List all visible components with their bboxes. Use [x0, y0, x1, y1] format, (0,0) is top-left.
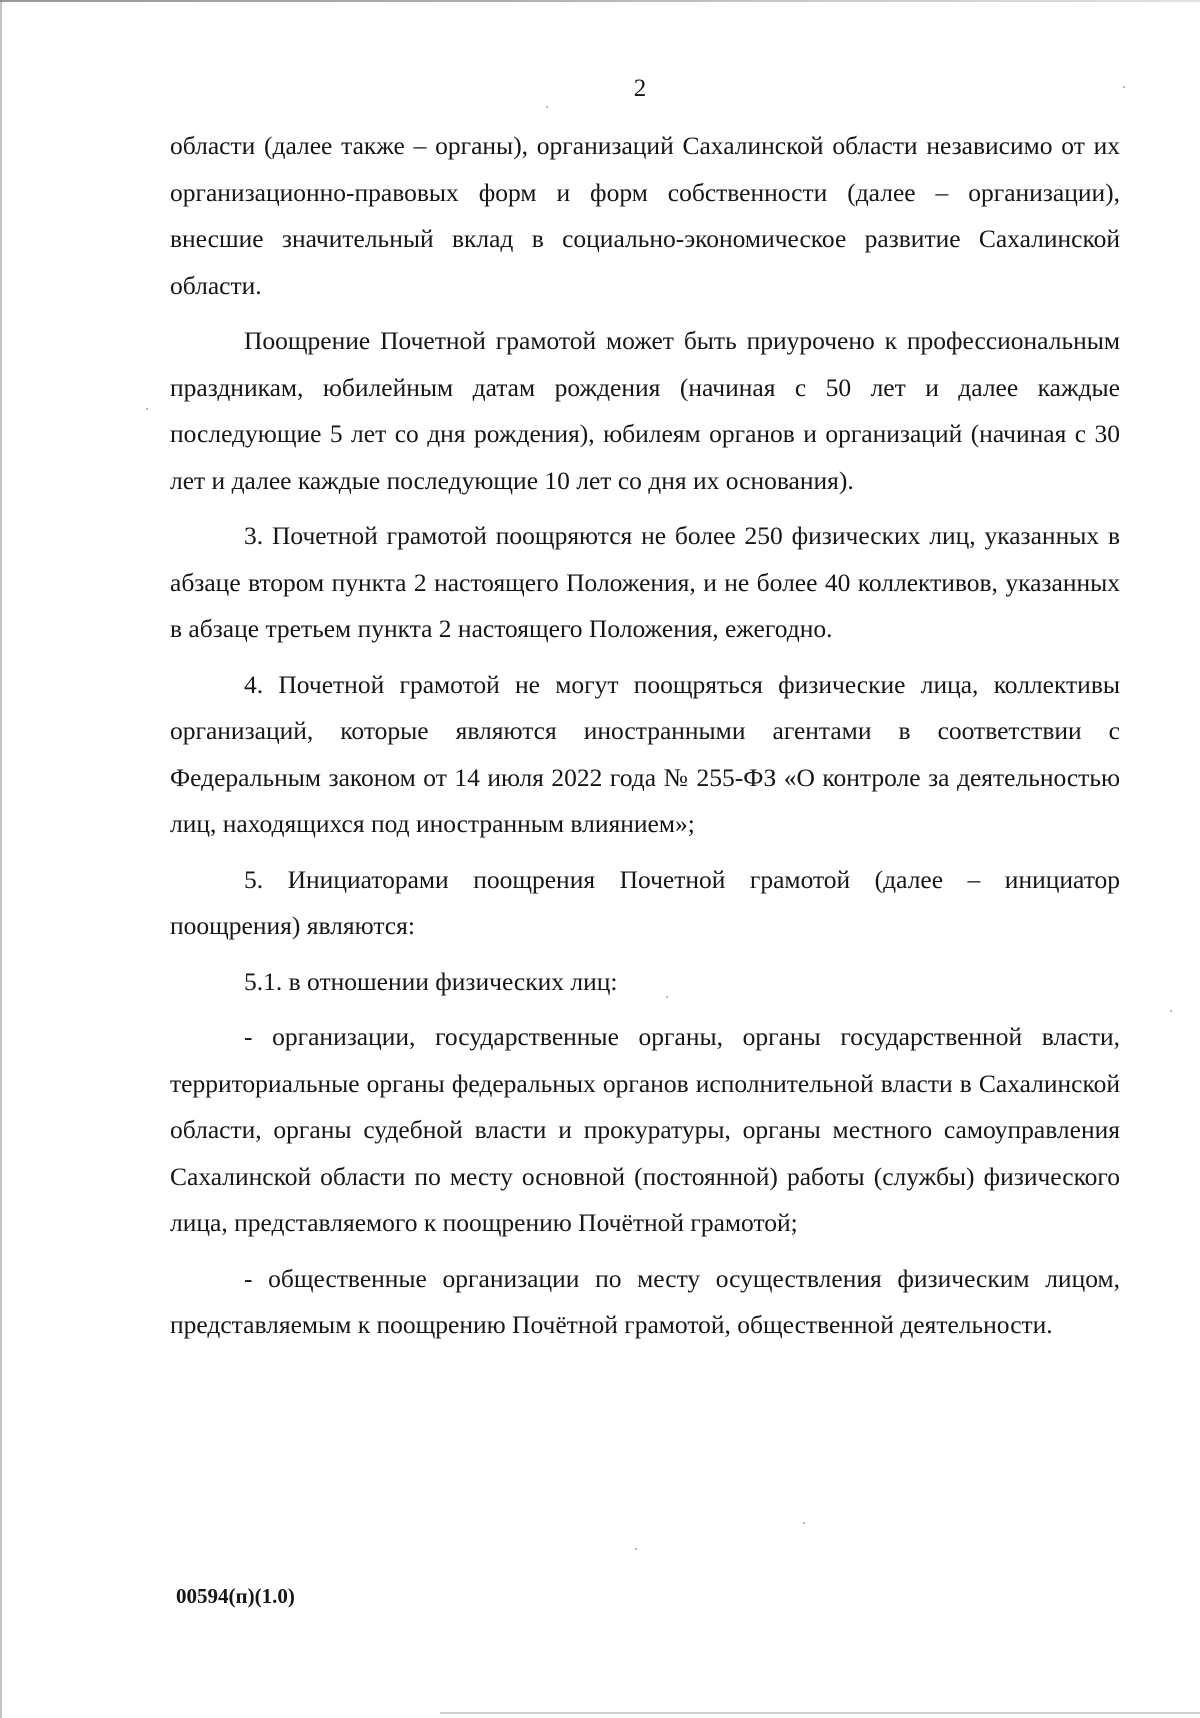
paragraph-item-5-1: 5.1. в отношении физических лиц: [244, 966, 618, 996]
scan-speck [803, 1522, 805, 1524]
document-body [170, 123, 1120, 1358]
paragraph-timing: Поощрение Почетной грамотой может быть приурочено к профессиональным праздникам, юбилейным датам рождения (начиная с 50 лет и далее каждые последующие 5 лет со дня рождения), юбилеям органов и организаций (начиная с 30 лет и далее каждые последующие 10 лет со дня их основания). [170, 326, 1120, 495]
page-number: 2 [633, 75, 647, 102]
paragraph-list-item-organizations: - организации, государственные органы, органы государственной власти, территориальные органы федеральных органов исполнительной власти в Сахалинской области, органы судебной власти и прокуратуры, органы местного самоуправления Сахалинской области по месту основной (постоянной) работы (службы) физического лица, представляемого к поощрению Почётной грамотой; [170, 1022, 1120, 1237]
paragraph-list-item-public-organizations: - общественные организации по месту осуществления физическим лицом, представляемым к поощрению Почётной грамотой, общественной деятельности. [170, 1263, 1120, 1339]
scan-speck [666, 996, 668, 998]
paragraph-item-4: 4. Почетной грамотой не могут поощряться физические лица, коллективы организаций, которые являются иностранными агентами в соответствии с Федеральным законом от 14 июля 2022 года № 255-ФЗ «О контроле за деятельностью лиц, находящихся под иностранным влиянием»; [170, 669, 1120, 838]
paragraph-item-3: 3. Почетной грамотой поощряются не более 250 физических лиц, указанных в абзаце втором пункта 2 настоящего Положения, и не более 40 коллективов, указанных в абзаце третьем пункта 2 настоящего Положения, ежегодно. [170, 521, 1120, 643]
scan-speck [546, 106, 548, 108]
scan-speck [1170, 1010, 1172, 1012]
scan-speck [146, 408, 148, 410]
scan-edge-bottom [440, 1712, 1200, 1714]
scan-edge-left [0, 0, 2, 1718]
paragraph-item-5: 5. Инициаторами поощрения Почетной грамотой (далее – инициатор поощрения) являются: [170, 864, 1120, 940]
scan-edge-top [0, 0, 1200, 2]
scan-speck [635, 1548, 637, 1550]
scan-speck [1123, 86, 1125, 88]
document-code: 00594(п)(1.0) [176, 1584, 295, 1608]
paragraph-continuation: области (далее также – органы), организаций Сахалинской области независимо от их организационно-правовых форм и форм собственности (далее – организации), внесшие значительный вклад в социально-экономическое развитие Сахалинской области. [170, 131, 1120, 300]
